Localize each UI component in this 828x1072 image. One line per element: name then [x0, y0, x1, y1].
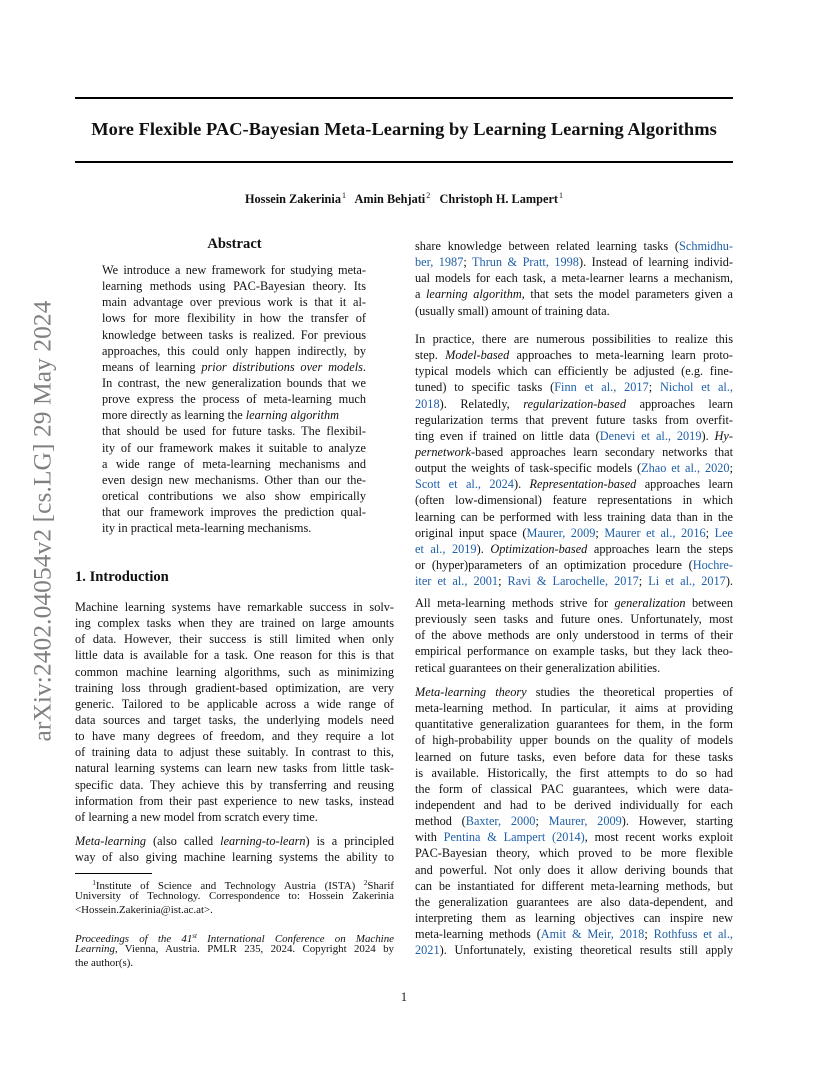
citation-link[interactable]: Ravi & Larochelle, 2017 [507, 574, 639, 589]
citation-link[interactable]: Lee [714, 525, 734, 540]
abstract-line: ity in practical meta-learning mechanisms. [102, 521, 312, 536]
abstract-line: approaches, this could only happen indirectly, by [102, 343, 366, 358]
body-line: generic. Tailored to be applicable across a wide range of [75, 696, 394, 711]
footnote-affiliations [75, 877, 394, 917]
affiliation-mark: 1 [559, 191, 564, 200]
body-line: (usually small) amount of training data. [415, 303, 610, 318]
body-line: of data. However, their success is still limited when only [75, 632, 394, 647]
body-line: tuned) to specific tasks (Finn et al., 2017; Nichol et al., [415, 380, 733, 395]
intro-paragraph-2 [75, 833, 394, 865]
citation-link[interactable]: 2018 [415, 396, 440, 411]
body-line: quantitative generalization guarantees for them, in the form [415, 717, 733, 732]
citation-link[interactable]: Maurer, 2009 [548, 814, 622, 829]
citation-link[interactable]: Zhao et al., 2020 [641, 461, 730, 476]
body-line: a learning algorithm, that sets the model parameters given a [415, 287, 733, 302]
author-list [75, 191, 733, 207]
affiliation-mark: 2 [426, 191, 431, 200]
author-name: Amin Behjati [354, 192, 426, 206]
right-paragraph-1 [415, 238, 733, 319]
footnote-line: the author(s). [75, 956, 134, 969]
body-line: All meta-learning methods strive for generalization between [415, 596, 733, 610]
body-line: PAC-Bayesian theory, which proved to be more flexible [415, 846, 733, 861]
abstract-line: oretical contributions we also show empirically [102, 488, 366, 503]
author-name: Hossein Zakerinia [244, 192, 341, 206]
right-paragraph-4 [415, 684, 733, 958]
body-line: empirical performance on example tasks, but they lack theo- [415, 644, 733, 659]
page-number: 1 [400, 990, 408, 1004]
citation-link[interactable]: Finn et al., 2017 [554, 380, 649, 395]
body-line: is available. Historically, the first attempts to do so had [415, 765, 733, 780]
abstract-heading: Abstract [207, 236, 262, 252]
body-line: In practice, there are numerous possibilities to realize this [415, 332, 733, 346]
body-line: Scott et al., 2024). Representation-based approaches learn [415, 477, 734, 492]
body-line: data sources and target tasks, the underlying models need [75, 712, 394, 727]
body-line: of learning a new model from scratch every time. [75, 809, 318, 824]
body-line: can be instantiated for different meta-learning methods, but [415, 878, 733, 893]
body-line: interpreting them as learning objectives can inspire new [415, 910, 733, 925]
body-line: original input space (Maurer, 2009; Maurer et al., 2016; Lee [415, 525, 734, 540]
body-line: with Pentina & Lampert (2014), most recent works exploit [415, 830, 734, 845]
body-line: independent and had to be derived individually for each [415, 797, 733, 812]
body-line: specific data. They achieve this by transferring and reusing [75, 777, 394, 792]
body-line: method (Baxter, 2000; Maurer, 2009). However, starting [415, 814, 733, 829]
footnote-line: <Hossein.Zakerinia@ist.ac.at>. [75, 903, 213, 916]
body-line: learned on future tasks, even before data for these tasks [415, 749, 733, 764]
citation-link[interactable]: 2021 [415, 943, 440, 958]
footnote-line: Proceedings of the 41st International Conference on Machine [75, 932, 394, 945]
abstract-line: ity of our framework makes it suitable to analyze [102, 440, 366, 455]
abstract-line: main advantage over previous work is that it al- [102, 295, 366, 310]
citation-link[interactable]: Li et al., 2017 [648, 574, 726, 589]
body-line: or (hyper)parameters of an optimization procedure (Hochre- [415, 557, 733, 572]
section-heading-introduction: 1. Introduction [75, 569, 169, 585]
body-line: meta-learning method. In particular, it aims at providing [415, 701, 733, 716]
body-line: retical guarantees on their generalization abilities. [415, 660, 661, 675]
body-line: meta-learning methods (Amit & Meir, 2018; Rothfuss et al., [415, 927, 733, 942]
intro-paragraph-1 [75, 599, 394, 825]
body-line: step. Model-based approaches to meta-learning learn proto- [415, 348, 733, 363]
body-line: information from their past experience to new tasks, instead [75, 793, 394, 808]
body-line: of training data to adjust these suitably. In contrast to this, [75, 745, 394, 760]
footnote-proceedings [75, 930, 394, 970]
body-line: way of also giving machine learning systems the ability to [75, 850, 394, 865]
body-line: previously seen tasks and future ones. Unfortunately, most [415, 612, 733, 627]
body-line: and powerful. Not only does it allow deriving bounds that [415, 862, 733, 877]
citation-link[interactable]: et al., 2019 [415, 541, 477, 556]
body-line: training loss through gradient-based optimization, are very [75, 680, 394, 695]
body-line: 2021). Unfortunately, existing theoretical results still apply [415, 943, 733, 958]
body-line: et al., 2019). Optimization-based approaches learn the steps [415, 541, 734, 556]
body-line: regularization terms that prevent future tasks from overfit- [415, 412, 733, 427]
abstract-line: that our framework improves the prediction qual- [102, 505, 366, 520]
citation-link[interactable]: Hochre- [692, 557, 733, 572]
citation-link[interactable]: iter et al., 2001 [415, 574, 499, 589]
abstract-line: learning methods using PAC-Bayesian theory. Its [102, 279, 366, 294]
footnote-line: University of Technology. Correspondence to: Hossein Zakerinia [75, 890, 394, 903]
author-name: Christoph H. Lampert [439, 192, 559, 206]
body-line: Machine learning systems have remarkable success in solv- [75, 600, 394, 614]
body-line: Meta-learning theory studies the theoretical properties of [415, 685, 733, 699]
citation-link[interactable]: Schmidhu- [679, 239, 733, 253]
footnote-line: Learning, Vienna, Austria. PMLR 235, 2024. Copyright 2024 by [75, 943, 394, 956]
citation-link[interactable]: Nichol et al., [659, 380, 733, 395]
body-line: ting even if trained on little data (Denevi et al., 2019). Hy- [415, 428, 733, 443]
citation-link[interactable]: Denevi et al., 2019 [599, 428, 702, 443]
citation-link[interactable]: Thrun & Pratt, 1998 [472, 255, 579, 270]
body-line: the form of classical PAC guarantees, which were data- [415, 781, 733, 796]
abstract-line: lows for more flexibility in how the transfer of [102, 311, 366, 326]
arxiv-stamp: arXiv:2402.04054v2 [cs.LG] 29 May 2024 [28, 300, 57, 742]
body-line: common machine learning algorithms, such as minimizing [75, 664, 394, 679]
body-line: output the weights of task-specific models (Zhao et al., 2020; [415, 461, 733, 476]
body-line: (often low-dimensional) feature representations in which [415, 493, 733, 508]
body-line: of the above methods are only understood in terms of their [415, 628, 733, 643]
citation-link[interactable]: Scott et al., 2024 [415, 477, 514, 492]
body-line: ual models for each task, a meta-learner learns a mechanism, [415, 271, 733, 286]
affiliation-mark: 1 [341, 191, 346, 200]
body-line: Meta-learning (also called learning-to-learn) is a principled [75, 834, 394, 848]
footnote-rule [75, 873, 152, 874]
citation-link[interactable]: Baxter, 2000 [465, 814, 536, 829]
abstract-line: more directly as learning the learning algorithm [102, 408, 340, 423]
citation-link[interactable]: Maurer, 2009 [526, 525, 596, 540]
abstract-line: prove express the process of meta-learning much [102, 392, 366, 407]
body-line: to have many degrees of freedom, and they require a lot [75, 729, 394, 744]
body-line: pernetwork-based approaches learn secondary networks that [415, 444, 733, 459]
footnote-line: $^1$Institute of Science and Technology Austria (ISTA) $^2$Sharif [92, 879, 395, 892]
abstract-line: a wide range of meta-learning mechanisms and [102, 456, 366, 471]
abstract-body [102, 262, 366, 536]
body-line: share knowledge between related learning tasks (Schmidhu- [415, 239, 733, 253]
abstract-line: knowledge between tasks is realized. For previous [102, 327, 366, 342]
body-line: iter et al., 2001; Ravi & Larochelle, 2017; Li et al., 2017). [415, 574, 733, 589]
body-line: the generalization guarantees are also data-dependent, and [415, 894, 733, 909]
citation-link[interactable]: Amit & Meir, 2018 [540, 927, 645, 942]
body-line: typical models which can efficiently be adjusted (e.g. fine- [415, 364, 733, 379]
body-line: of high-probability upper bounds on the quality of models [415, 733, 733, 748]
right-paragraph-3 [415, 595, 733, 676]
title-rule-top [75, 97, 733, 99]
body-line: natural learning systems can learn new tasks from little task- [75, 761, 394, 776]
title-rule-bottom [75, 161, 733, 163]
abstract-line: means of learning prior distributions over models. [102, 359, 366, 374]
paper-title: More Flexible PAC-Bayesian Meta-Learning by Learning Learning Algorithms [91, 119, 717, 139]
body-line: little data is available for a task. One reason for this is that [75, 648, 394, 663]
citation-link[interactable]: ber, 1987 [415, 255, 464, 270]
citation-link[interactable]: Rothfuss et al., [653, 927, 733, 942]
abstract-line: even design new mechanisms. Other than our the- [102, 472, 366, 487]
abstract-line: that should be used for future tasks. The flexibil- [102, 424, 366, 439]
citation-link[interactable]: Pentina & Lampert (2014) [443, 830, 585, 845]
right-paragraph-2 [415, 331, 733, 589]
body-line: ber, 1987; Thrun & Pratt, 1998). Instead of learning individ- [415, 255, 734, 270]
abstract-line: In contrast, the new generalization bounds that we [102, 375, 366, 390]
body-line: 2018). Relatedly, regularization-based approaches learn [415, 396, 734, 411]
abstract-line: We introduce a new framework for studying meta- [102, 263, 366, 277]
citation-link[interactable]: Maurer et al., 2016 [604, 525, 706, 540]
body-line: learning can be performed with less training data than in the [415, 509, 733, 524]
body-line: ing complex tasks when they are trained on large amounts [75, 616, 394, 631]
